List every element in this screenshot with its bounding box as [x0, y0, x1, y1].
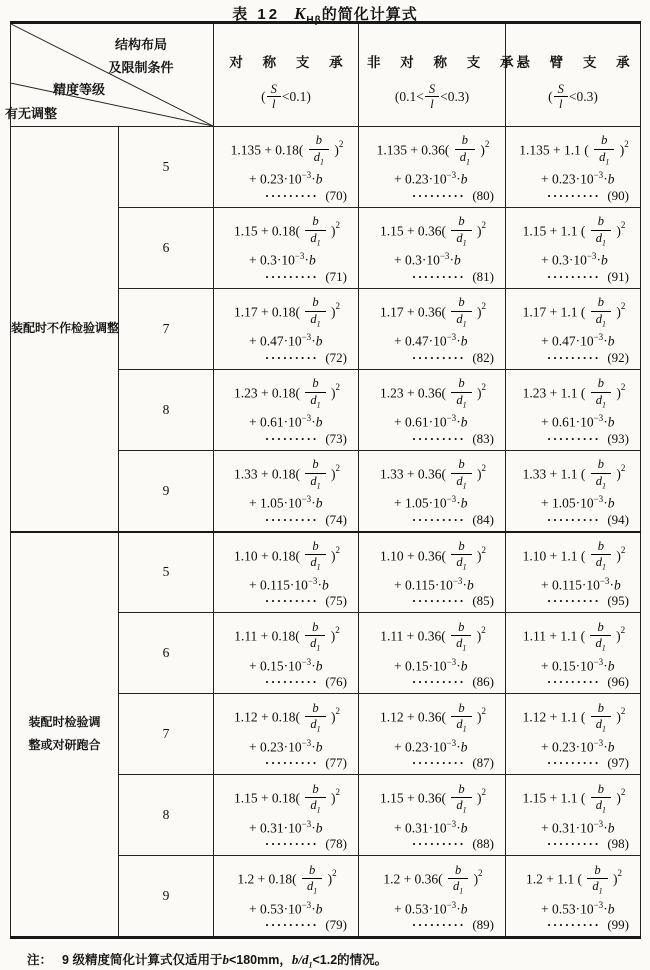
dot-leader: ········· [264, 349, 319, 365]
formula-cell [214, 288, 359, 369]
formula-line-1: 1.135 + 0.36( $\frac{b}{d_1}$ )$^2$ [376, 133, 490, 167]
formula-line-2: + $0.115\cdot 10^{-3}\cdot b$ [394, 575, 474, 593]
equation-number: (93) [607, 430, 629, 446]
equation-number: (95) [607, 593, 629, 609]
equation-number: (73) [325, 430, 347, 446]
structure-layout-label [85, 33, 197, 79]
equation-number-line [514, 755, 634, 771]
precision-grade-value: 6 [119, 207, 214, 288]
formula-cell [359, 856, 506, 938]
formula-line-2: + $0.15\cdot 10^{-3}\cdot b$ [249, 656, 323, 674]
formula-cell [214, 207, 359, 288]
equation-number-line [514, 350, 634, 366]
precision-grade-label: 精度等级 [53, 82, 106, 97]
formula-line-1: 1.15 + 0.18( $\frac{b}{d_1}$ )$^2$ [233, 781, 341, 815]
equation-number: (74) [325, 511, 347, 527]
equation-number: (82) [472, 349, 494, 365]
structure-layout-line1: 结构布局 [114, 37, 167, 52]
formula-cell [359, 694, 506, 775]
table-row [11, 532, 641, 613]
s-over-l-fraction: $\frac{S}{l}$ [267, 83, 281, 111]
formula-cell [214, 613, 359, 694]
condition-pre: ( [261, 88, 266, 104]
formula-line-1: 1.12 + 0.36( $\frac{b}{d_1}$ )$^2$ [379, 700, 487, 734]
dot-leader: ········· [546, 674, 601, 690]
column-header-asymmetric-support [359, 23, 522, 127]
dot-leader: ········· [411, 187, 466, 203]
formula-cell [214, 694, 359, 775]
dot-leader: ········· [411, 349, 466, 365]
b-over-d1-fraction: $\frac{b}{d_1}$ [591, 540, 611, 572]
equation-number: (72) [325, 349, 347, 365]
formula-cell [214, 450, 359, 531]
title-suffix: 的简化计算式 [321, 6, 418, 23]
equation-number-line [367, 431, 499, 447]
formula-line-1: 1.135 + 0.18( $\frac{b}{d_1}$ )$^2$ [230, 133, 344, 167]
condition-post: <0.3) [440, 88, 470, 104]
equation-number: (89) [472, 917, 494, 933]
table-title [0, 0, 650, 26]
equation-number: (76) [325, 674, 347, 690]
b-variable: b [222, 952, 229, 968]
dot-leader: ········· [411, 755, 466, 771]
equation-number: (84) [472, 511, 494, 527]
formula-line-2: + $1.05\cdot 10^{-3}\cdot b$ [249, 494, 323, 511]
equation-number-line [222, 836, 352, 852]
formula-cell [214, 775, 359, 856]
dot-leader: ········· [411, 674, 466, 690]
precision-grade-value: 7 [119, 694, 214, 775]
s-over-l-fraction: $\frac{S}{l}$ [554, 83, 568, 111]
equation-number-line [514, 917, 634, 933]
formula-cell [506, 613, 641, 694]
formula-line-2: + $0.61\cdot 10^{-3}\cdot b$ [249, 413, 323, 430]
formula-line-1: 1.10 + 0.18( $\frac{b}{d_1}$ )$^2$ [233, 538, 341, 572]
formula-line-1: 1.33 + 0.18( $\frac{b}{d_1}$ )$^2$ [233, 457, 341, 491]
formula-line-1: 1.12 + 0.18( $\frac{b}{d_1}$ )$^2$ [233, 700, 341, 734]
equation-number-line [514, 269, 634, 285]
dot-leader: ········· [264, 187, 319, 203]
equation-number-line [222, 755, 352, 771]
formula-line-1: 1.33 + 1.1 ( $\frac{b}{d_1}$ )$^2$ [522, 457, 626, 491]
equation-number: (91) [607, 268, 629, 284]
formula-line-2: + $0.23\cdot 10^{-3}\cdot b$ [541, 170, 615, 187]
equation-number-line [367, 512, 499, 528]
formula-line-1: 1.10 + 0.36( $\frac{b}{d_1}$ )$^2$ [379, 538, 487, 572]
formula-line-1: 1.15 + 1.1 ( $\frac{b}{d_1}$ )$^2$ [522, 214, 626, 248]
k-subscript: Hβ [306, 15, 322, 26]
dot-leader: ········· [411, 593, 466, 609]
formula-cell [506, 775, 641, 856]
formula-line-2: + $0.53\cdot 10^{-3}\cdot b$ [249, 899, 323, 917]
b-over-d1-fraction: $\frac{b}{d_1}$ [590, 621, 610, 653]
precision-grade-value: 8 [119, 775, 214, 856]
dot-leader: ········· [546, 917, 601, 933]
adjustment-label: 有无调整 [5, 106, 58, 121]
b-over-d1-fraction: $\frac{b}{d_1}$ [305, 215, 325, 247]
equation-number-line [367, 836, 499, 852]
precision-grade-value: 5 [119, 127, 214, 208]
formula-line-2: + $0.15\cdot 10^{-3}\cdot b$ [394, 656, 468, 674]
b-over-d1-fraction: $\frac{b}{d_1}$ [591, 215, 611, 247]
formula-line-2: + $0.23\cdot 10^{-3}\cdot b$ [394, 170, 468, 187]
column-header-cantilever-support [506, 23, 641, 127]
formula-line-2: + $0.23\cdot 10^{-3}\cdot b$ [394, 737, 468, 755]
formula-cell [506, 694, 641, 775]
k-symbol: K [294, 4, 307, 23]
b-over-d1-fraction: $\frac{b}{d_1}$ [451, 458, 471, 490]
equation-number-line [222, 593, 352, 609]
footnote-text-3: <1.2的情况。 [312, 953, 388, 968]
formula-line-2: + $0.47\cdot 10^{-3}\cdot b$ [541, 332, 615, 349]
b-over-d1-fraction: $\frac{b}{d_1}$ [302, 864, 322, 896]
structure-layout-line2: 及限制条件 [108, 60, 174, 75]
b-over-d1-fraction: $\frac{b}{d_1}$ [591, 783, 611, 815]
formula-line-1: 1.2 + 0.36( $\frac{b}{d_1}$ )$^2$ [383, 862, 483, 896]
formula-line-1: 1.15 + 0.36( $\frac{b}{d_1}$ )$^2$ [379, 781, 487, 815]
formula-cell [359, 613, 506, 694]
column-title: 对 称 支 承 [229, 54, 351, 70]
formula-line-2: + $0.61\cdot 10^{-3}\cdot b$ [394, 413, 468, 430]
formula-line-2: + $0.61\cdot 10^{-3}\cdot b$ [541, 413, 615, 430]
equation-number-line [367, 755, 499, 771]
equation-number-line [367, 593, 499, 609]
formula-cell [359, 450, 506, 531]
dot-leader: ········· [546, 511, 601, 527]
formula-line-2: + $0.23\cdot 10^{-3}\cdot b$ [249, 737, 323, 755]
dot-leader: ········· [264, 430, 319, 446]
b-over-d1-fraction: $\frac{b}{d_1}$ [587, 864, 607, 896]
equation-number-line [514, 593, 634, 609]
condition-post: <0.3) [568, 88, 598, 104]
equation-number: (90) [607, 187, 629, 203]
equation-number: (77) [325, 755, 347, 771]
formula-cell [359, 532, 506, 613]
b-over-d1-fraction: $\frac{b}{d_1}$ [451, 296, 471, 328]
dot-leader: ········· [411, 836, 466, 852]
b-over-d1-fraction: $\frac{b}{d_1}$ [451, 540, 471, 572]
formula-line-1: 1.2 + 1.1 ( $\frac{b}{d_1}$ )$^2$ [526, 862, 622, 896]
equation-number: (85) [472, 593, 494, 609]
dot-leader: ········· [411, 917, 466, 933]
equation-number: (92) [607, 349, 629, 365]
formula-cell [506, 856, 641, 938]
dot-leader: ········· [546, 430, 601, 446]
equation-number-line [367, 269, 499, 285]
formula-line-1: 1.17 + 0.36( $\frac{b}{d_1}$ )$^2$ [379, 295, 487, 329]
footnote-label: 注： [27, 953, 53, 968]
formula-line-2: + $0.53\cdot 10^{-3}\cdot b$ [394, 899, 468, 917]
equation-number: (86) [472, 674, 494, 690]
b-over-d1-fraction: $\frac{b}{d_1}$ [451, 702, 471, 734]
equation-number: (99) [607, 917, 629, 933]
equation-number: (98) [607, 836, 629, 852]
formula-cell [506, 532, 641, 613]
column-header-symmetric-support [214, 23, 359, 127]
b-over-d1-fraction: $\frac{b}{d_1}$ [305, 458, 325, 490]
footnote [27, 950, 650, 970]
b-over-d1-fraction: $\frac{b}{d_1}$ [305, 540, 325, 572]
s-over-l-fraction: $\frac{S}{l}$ [425, 83, 439, 111]
formula-line-1: 1.23 + 0.36( $\frac{b}{d_1}$ )$^2$ [379, 376, 487, 410]
b-over-d1-fraction: $\frac{b}{d_1}$ [451, 215, 471, 247]
equation-number: (71) [325, 268, 347, 284]
table-row [11, 127, 641, 208]
dot-leader: ········· [411, 511, 466, 527]
precision-grade-value: 8 [119, 369, 214, 450]
dot-leader: ········· [264, 836, 319, 852]
formula-line-1: 1.17 + 1.1 ( $\frac{b}{d_1}$ )$^2$ [522, 295, 626, 329]
formula-line-1: 1.15 + 1.1 ( $\frac{b}{d_1}$ )$^2$ [522, 781, 626, 815]
condition-pre: (0.1< [394, 88, 424, 104]
formula-cell [214, 532, 359, 613]
precision-grade-value: 5 [119, 532, 214, 613]
equation-number-line [514, 431, 634, 447]
header-row [11, 23, 641, 127]
equation-number: (75) [325, 593, 347, 609]
b-over-d1-fraction: $\frac{b}{d_1}$ [305, 296, 325, 328]
formula-cell [506, 450, 641, 531]
support-condition [214, 81, 358, 112]
equation-number-line [514, 188, 634, 204]
b-over-d1-fraction: $\frac{b}{d_1}$ [309, 134, 329, 166]
dot-leader: ········· [264, 755, 319, 771]
formula-cell [359, 288, 506, 369]
column-title: 非 对 称 支 承 [367, 54, 522, 70]
dot-leader: ········· [264, 268, 319, 284]
precision-grade-value: 7 [119, 288, 214, 369]
equation-number-line [222, 431, 352, 447]
equation-number: (97) [607, 755, 629, 771]
equation-number-line [222, 512, 352, 528]
formula-cell [214, 127, 359, 208]
b-over-d1-fraction: $\frac{b}{d_1}$ [305, 377, 325, 409]
b-over-d1-fraction: $\frac{b}{d_1}$ [451, 621, 471, 653]
equation-number-line [367, 350, 499, 366]
b-over-d1-fraction: $\frac{b}{d_1}$ [591, 458, 611, 490]
formula-line-2: + $0.3\cdot 10^{-3}\cdot b$ [541, 251, 608, 268]
b-over-d1-fraction: $\frac{b}{d_1}$ [591, 702, 611, 734]
equation-number-line [514, 836, 634, 852]
formula-line-1: 1.33 + 0.36( $\frac{b}{d_1}$ )$^2$ [379, 457, 487, 491]
b-over-d1-fraction: $\frac{b}{d_1}$ [448, 864, 468, 896]
group-label-cell [11, 532, 119, 938]
diagonal-header-cell [5, 23, 214, 127]
equation-number-line [367, 674, 499, 690]
equation-number: (87) [472, 755, 494, 771]
equation-number: (88) [472, 836, 494, 852]
dot-leader: ········· [546, 593, 601, 609]
formula-line-1: 1.15 + 0.18( $\frac{b}{d_1}$ )$^2$ [233, 214, 341, 248]
formula-cell [506, 127, 641, 208]
b-over-d1-fraction: $\frac{b}{d_1}$ [451, 377, 471, 409]
dot-leader: ········· [264, 593, 319, 609]
formula-line-2: + $0.31\cdot 10^{-3}\cdot b$ [541, 818, 615, 836]
support-condition [506, 81, 640, 112]
formula-cell [359, 369, 506, 450]
dot-leader: ········· [411, 268, 466, 284]
footnote-text-2: <180mm， [228, 953, 292, 968]
dot-leader: ········· [546, 187, 601, 203]
formula-line-2: + $0.47\cdot 10^{-3}\cdot b$ [249, 332, 323, 349]
formula-line-1: 1.11 + 0.18( $\frac{b}{d_1}$ )$^2$ [234, 619, 340, 653]
formula-line-1: 1.135 + 1.1 ( $\frac{b}{d_1}$ )$^2$ [519, 133, 629, 167]
equation-number-line [514, 674, 634, 690]
dot-leader: ········· [411, 430, 466, 446]
formula-line-2: + $0.23\cdot 10^{-3}\cdot b$ [541, 737, 615, 755]
formula-line-2: + $1.05\cdot 10^{-3}\cdot b$ [541, 494, 615, 511]
formula-line-1: 1.17 + 0.18( $\frac{b}{d_1}$ )$^2$ [233, 295, 341, 329]
group-label: 装配时不作检验调整 [11, 321, 120, 336]
condition-post: <0.1) [281, 88, 311, 104]
formula-cell [359, 127, 506, 208]
b-over-d1-fraction: $\frac{b}{d_1}$ [305, 702, 325, 734]
footnote-text-1: 9 级精度简化计算式仅适用于 [62, 953, 223, 968]
formula-table [5, 21, 641, 939]
equation-number: (81) [472, 268, 494, 284]
equation-number: (83) [472, 430, 494, 446]
group-label: 装配时检验调 整或对研跑合 [28, 715, 101, 753]
formula-line-2: + $0.47\cdot 10^{-3}\cdot b$ [394, 332, 468, 349]
formula-cell [506, 288, 641, 369]
b-over-d1-fraction: $\frac{b}{d_1}$ [591, 296, 611, 328]
group-label-cell [11, 127, 119, 532]
b-over-d1-fraction: $\frac{b}{d_1}$ [455, 134, 475, 166]
formula-line-2: + $0.3\cdot 10^{-3}\cdot b$ [249, 251, 316, 268]
formula-cell [214, 369, 359, 450]
dot-leader: ········· [546, 268, 601, 284]
dot-leader: ········· [546, 755, 601, 771]
condition-pre: ( [548, 88, 553, 104]
formula-line-1: 1.11 + 1.1 ( $\frac{b}{d_1}$ )$^2$ [522, 619, 626, 653]
formula-line-1: 1.2 + 0.18( $\frac{b}{d_1}$ )$^2$ [237, 862, 337, 896]
b-over-d1-fraction: $\frac{b}{d_1}$ [305, 621, 325, 653]
equation-number: (96) [607, 674, 629, 690]
precision-grade-value: 9 [119, 856, 214, 938]
b-over-d1-variable: $b/d_1$ [291, 952, 313, 970]
formula-line-2: + $0.23\cdot 10^{-3}\cdot b$ [249, 170, 323, 187]
formula-line-2: + $0.53\cdot 10^{-3}\cdot b$ [541, 899, 615, 917]
support-condition [359, 81, 505, 112]
precision-grade-value: 6 [119, 613, 214, 694]
equation-number-line [222, 917, 352, 933]
dot-leader: ········· [546, 836, 601, 852]
formula-cell [359, 207, 506, 288]
formula-line-2: + $0.115\cdot 10^{-3}\cdot b$ [249, 575, 329, 593]
dot-leader: ········· [264, 917, 319, 933]
formula-cell [506, 207, 641, 288]
equation-number-line [367, 188, 499, 204]
formula-cell [506, 369, 641, 450]
formula-line-1: 1.23 + 0.18( $\frac{b}{d_1}$ )$^2$ [233, 376, 341, 410]
column-title: 悬 臂 支 承 [516, 54, 638, 70]
equation-number: (80) [472, 187, 494, 203]
b-over-d1-fraction: $\frac{b}{d_1}$ [594, 134, 614, 166]
equation-number-line [222, 350, 352, 366]
formula-line-2: + $0.15\cdot 10^{-3}\cdot b$ [541, 656, 615, 674]
formula-cell [214, 856, 359, 938]
equation-number: (94) [607, 511, 629, 527]
formula-line-1: 1.12 + 1.1 ( $\frac{b}{d_1}$ )$^2$ [522, 700, 626, 734]
equation-number-line [222, 269, 352, 285]
b-over-d1-fraction: $\frac{b}{d_1}$ [451, 783, 471, 815]
table-number: 表 12 [232, 6, 281, 23]
precision-grade-value: 9 [119, 450, 214, 531]
formula-line-1: 1.23 + 1.1 ( $\frac{b}{d_1}$ )$^2$ [522, 376, 626, 410]
equation-number: (79) [325, 917, 347, 933]
formula-line-1: 1.15 + 0.36( $\frac{b}{d_1}$ )$^2$ [379, 214, 487, 248]
equation-number-line [222, 188, 352, 204]
formula-line-2: + $0.31\cdot 10^{-3}\cdot b$ [249, 818, 323, 836]
formula-line-2: + $0.3\cdot 10^{-3}\cdot b$ [394, 251, 461, 268]
equation-number: (78) [325, 836, 347, 852]
formula-line-2: + $0.115\cdot 10^{-3}\cdot b$ [541, 575, 621, 593]
formula-line-1: 1.11 + 0.36( $\frac{b}{d_1}$ )$^2$ [380, 619, 486, 653]
b-over-d1-fraction: $\frac{b}{d_1}$ [591, 377, 611, 409]
formula-line-2: + $1.05\cdot 10^{-3}\cdot b$ [394, 494, 468, 511]
equation-number-line [514, 512, 634, 528]
dot-leader: ········· [546, 349, 601, 365]
equation-number: (70) [325, 187, 347, 203]
dot-leader: ········· [264, 511, 319, 527]
formula-line-2: + $0.31\cdot 10^{-3}\cdot b$ [394, 818, 468, 836]
equation-number-line [367, 917, 499, 933]
b-over-d1-fraction: $\frac{b}{d_1}$ [305, 783, 325, 815]
equation-number-line [222, 674, 352, 690]
dot-leader: ········· [264, 674, 319, 690]
formula-line-1: 1.10 + 1.1 ( $\frac{b}{d_1}$ )$^2$ [522, 538, 626, 572]
formula-cell [359, 775, 506, 856]
